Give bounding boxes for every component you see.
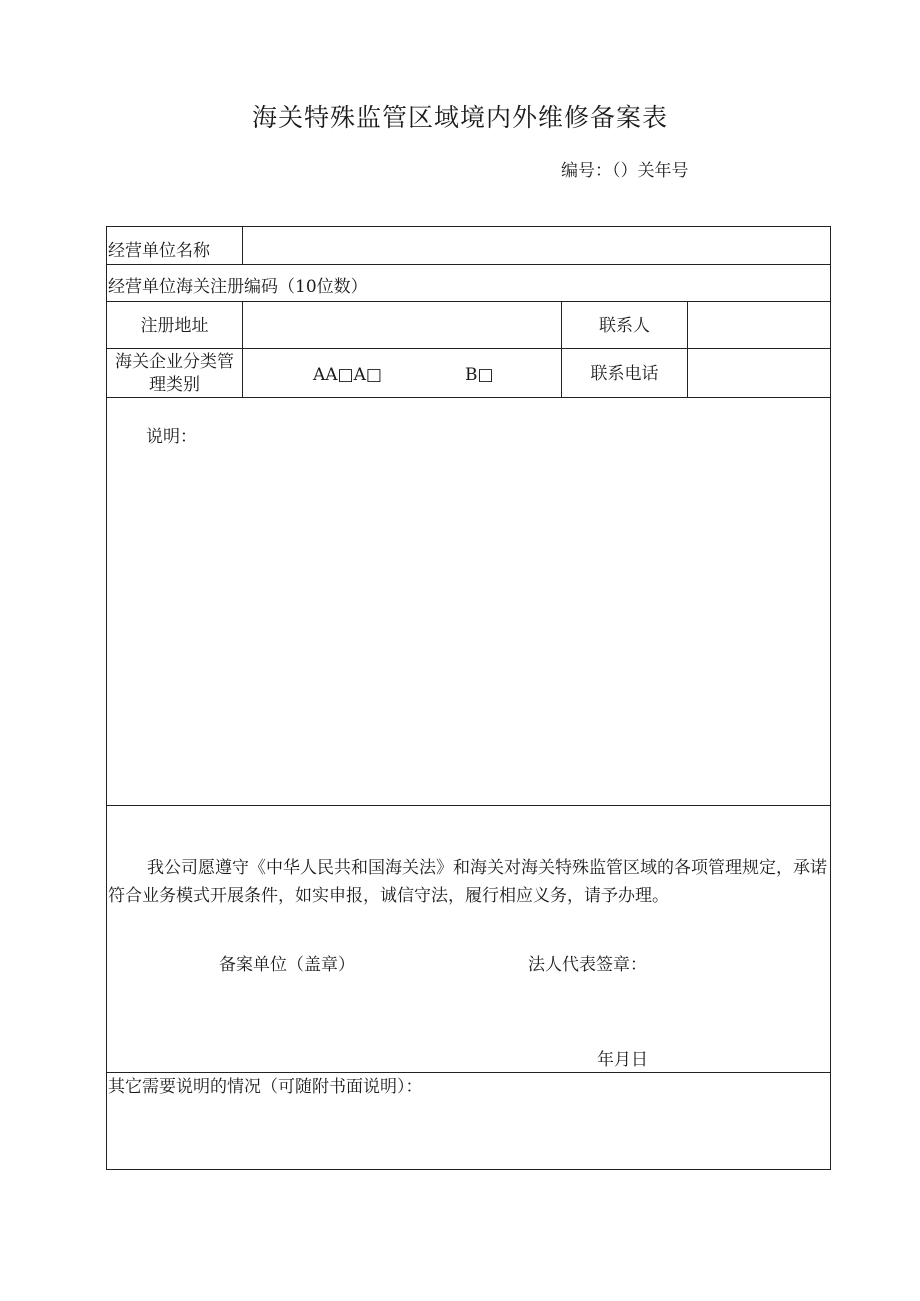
other-notes-label: 其它需要说明的情况（可随附书面说明）： <box>108 1077 423 1097</box>
contact-phone-label: 联系电话 <box>590 364 659 384</box>
row-divider <box>107 264 830 265</box>
contact-phone-field[interactable] <box>692 358 826 388</box>
operator-name-label: 经营单位名称 <box>108 241 210 261</box>
classification-label-line1: 海关企业分类管 <box>115 352 234 372</box>
column-divider <box>242 227 243 264</box>
operator-name-field[interactable] <box>247 235 827 259</box>
contact-person-label: 联系人 <box>599 316 650 336</box>
classification-option-b[interactable]: B□ <box>465 365 494 385</box>
row-divider <box>107 805 830 806</box>
customs-code-label: 经营单位海关注册编码（10位数） <box>108 277 368 297</box>
row-divider <box>107 348 830 349</box>
serial-label: 编号： <box>561 161 612 181</box>
column-divider <box>687 301 688 397</box>
serial-suffix: 关年号 <box>637 161 689 181</box>
column-divider <box>242 301 243 397</box>
row-divider <box>107 1072 830 1073</box>
serial-paren: （） <box>612 161 638 181</box>
legal-representative-label: 法人代表签章： <box>528 955 647 975</box>
contact-person-field[interactable] <box>692 311 826 341</box>
date-label: 年月日 <box>597 1050 648 1070</box>
row-divider <box>107 397 830 398</box>
pledge-paragraph: 我公司愿遵守《中华人民共和国海关法》和海关对海关特殊监管区域的各项管理规定，承诺符合业务模式开展条件，如实申报，诚信守法，履行相应义务，请予办理。 <box>108 858 827 906</box>
classification-label-line2: 理类别 <box>149 375 200 395</box>
classification-option-aa-a[interactable]: AA□A□ <box>313 365 382 385</box>
registered-address-field[interactable] <box>247 311 557 341</box>
seal-label: 备案单位（盖章） <box>219 955 355 975</box>
serial-number <box>561 156 689 181</box>
row-divider <box>107 301 830 302</box>
registered-address-label: 注册地址 <box>140 316 209 336</box>
filing-form-table <box>106 226 831 1170</box>
form-title: 海关特殊监管区域境内外维修备案表 <box>251 103 668 132</box>
description-label: 说明： <box>146 427 197 447</box>
